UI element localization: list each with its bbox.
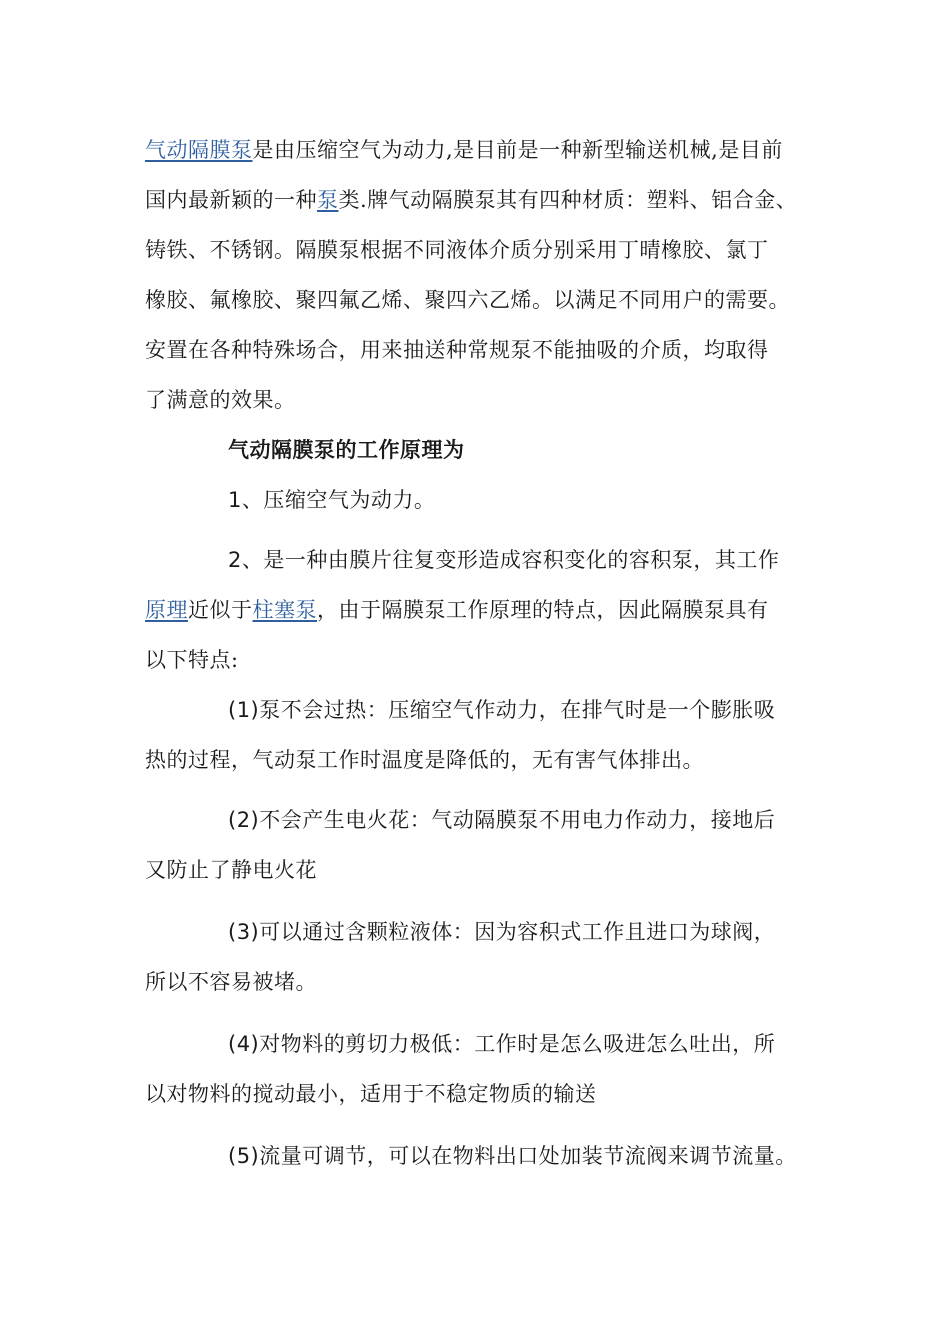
feature-1-line-2: 热的过程，气动泵工作时温度是降低的，无有害气体排出。 xyxy=(145,748,704,772)
point-text: 、是一种由膜片往复变形造成容积变化的容积泵，其工作 xyxy=(241,548,780,572)
feature-3-line-1 xyxy=(228,918,775,946)
intro-line-1 xyxy=(145,136,783,164)
intro-text: 是由压缩空气为动力,是目前是一种新型输送机械,是目前 xyxy=(252,138,783,162)
feature-2-line-1 xyxy=(228,806,775,834)
link-pneumatic-diaphragm-pump[interactable]: 气动隔膜泵 xyxy=(145,138,253,162)
point-1 xyxy=(228,486,435,514)
feature-text: 不会产生电火花：气动隔膜泵不用电力作动力，接地后 xyxy=(259,808,776,832)
feature-text: 对物料的剪切力极低：工作时是怎么吸进怎么吐出，所 xyxy=(259,1032,776,1056)
link-plunger-pump[interactable]: 柱塞泵 xyxy=(252,598,317,622)
intro-line-4: 橡胶、氟橡胶、聚四氟乙烯、聚四六乙烯。以满足不同用户的需要。 xyxy=(145,288,790,312)
link-principle[interactable]: 原理 xyxy=(145,598,188,622)
feature-text: 泵不会过热：压缩空气作动力，在排气时是一个膨胀吸 xyxy=(259,698,776,722)
intro-line-3: 铸铁、不锈钢。隔膜泵根据不同液体介质分别采用丁晴橡胶、氯丁 xyxy=(145,238,769,262)
feature-4-line-1 xyxy=(228,1030,775,1058)
link-pump[interactable]: 泵 xyxy=(317,188,339,212)
feature-text: 流量可调节，可以在物料出口处加装节流阀来调节流量。 xyxy=(259,1144,797,1168)
feature-1-line-1 xyxy=(228,696,775,724)
intro-line-6: 了满意的效果。 xyxy=(145,388,296,412)
feature-number: (5) xyxy=(228,1144,260,1168)
feature-5-line-1 xyxy=(228,1142,797,1170)
point-2-line-1 xyxy=(228,546,779,574)
feature-number: (4) xyxy=(228,1032,260,1056)
point-number: 1 xyxy=(228,488,242,512)
feature-3-line-2: 所以不容易被堵。 xyxy=(145,970,317,994)
feature-4-line-2: 以对物料的搅动最小，适用于不稳定物质的输送 xyxy=(145,1082,597,1106)
point-text: ，由于隔膜泵工作原理的特点，因此隔膜泵具有 xyxy=(317,598,769,622)
feature-number: (2) xyxy=(228,808,260,832)
point-2-line-3: 以下特点: xyxy=(145,648,239,672)
feature-text: 可以通过含颗粒液体：因为容积式工作且进口为球阀， xyxy=(259,920,776,944)
section-heading: 气动隔膜泵的工作原理为 xyxy=(228,437,465,462)
feature-number: (1) xyxy=(228,698,260,722)
intro-text: 国内最新颖的一种 xyxy=(145,188,317,212)
point-text: 、压缩空气为动力。 xyxy=(241,488,436,512)
feature-number: (3) xyxy=(228,920,260,944)
point-number: 2 xyxy=(228,548,242,572)
intro-line-2 xyxy=(145,186,797,214)
intro-line-5: 安置在各种特殊场合，用来抽送种常规泵不能抽吸的介质，均取得 xyxy=(145,338,769,362)
point-text: 近似于 xyxy=(188,598,253,622)
intro-text: 类.牌气动隔膜泵其有四种材质：塑料、铝合金、 xyxy=(338,188,798,212)
point-2-line-2 xyxy=(145,596,769,624)
feature-2-line-2: 又防止了静电火花 xyxy=(145,858,317,882)
